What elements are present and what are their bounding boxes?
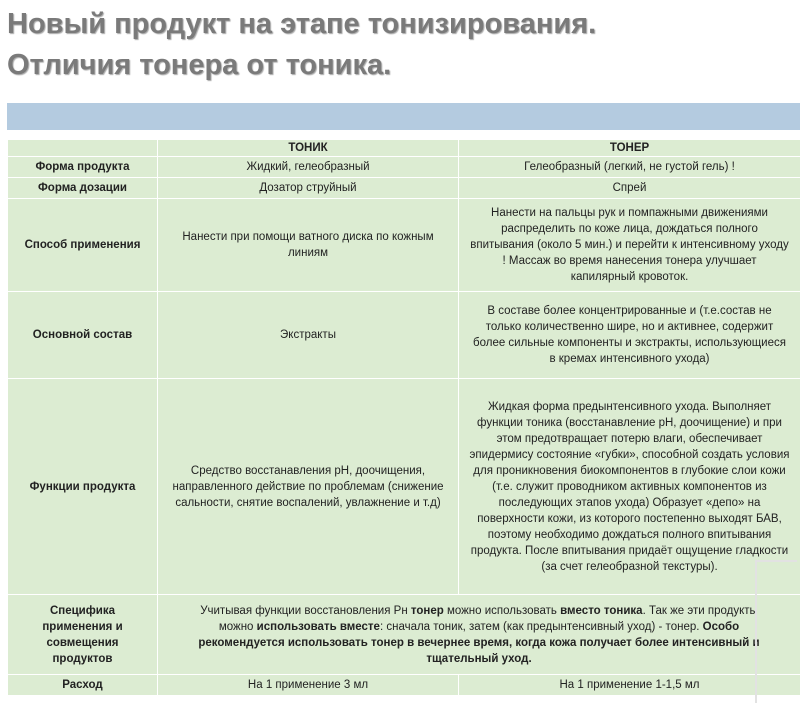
specifics-bold: вместо тоника xyxy=(560,605,642,617)
tonic-cell: Средство восстанавления рН, доочищения, направленного действие по проблемам (снижение сальности, снятие воспалений, увлажнение и т.д) xyxy=(158,379,459,595)
header-tonic: ТОНИК xyxy=(158,140,459,157)
specifics-text: . Так же эти продукты можно xyxy=(219,605,758,633)
slide-title-line-2: Отличия тонера от тоника. xyxy=(7,45,596,86)
table-row-consumption xyxy=(8,675,800,696)
toner-cell: Жидкая форма предынтенсивного ухода. Выполняет функции тоника (восстанавление рН, доочищение) и при этом предотвращает потерю влаги, обеспечивает эпидермису состояние «губки», способной создать условия для проникновения биокомпонентов в глубокие слои кожи (т.е. служит проводником активных компонентов из последующих этапов ухода) Образует «депо» на поверхности кожи, из которого постепенно выходят БАВ, поэтому необходимо дождаться полного впитывания продукта. После впитывания придаёт ощущение гладкости (за счет гелеобразной текстуры). xyxy=(459,379,800,595)
slide-title-line-1: Новый продукт на этапе тонизирования. xyxy=(7,4,596,45)
specifics-bold: использовать вместе xyxy=(257,621,380,633)
toner-cell: Спрей xyxy=(459,178,800,199)
tonic-cell: На 1 применение 3 мл xyxy=(158,675,459,696)
specifics-bold: Особо рекомендуется использовать тонер в вечернее время, когда кожа получает более интенсивный и тщательный уход. xyxy=(198,621,759,665)
row-label: Основной состав xyxy=(8,292,158,379)
tonic-cell: Нанести при помощи ватного диска по кожным линиям xyxy=(158,199,459,292)
table-row xyxy=(8,292,800,379)
row-label: Форма продукта xyxy=(8,157,158,178)
table-row xyxy=(8,178,800,199)
header-empty-cell xyxy=(8,140,158,157)
row-label: Функции продукта xyxy=(8,379,158,595)
specifics-text: можно использовать xyxy=(444,605,560,617)
table-row xyxy=(8,199,800,292)
row-label: Форма дозации xyxy=(8,178,158,199)
specifics-text: Учитывая функции восстановления Рн xyxy=(200,605,411,617)
specifics-bold: тонер xyxy=(411,605,444,617)
toner-cell: На 1 применение 1-1,5 мл xyxy=(459,675,800,696)
specifics-cell xyxy=(158,595,800,675)
tonic-cell: Экстракты xyxy=(158,292,459,379)
table-row xyxy=(8,379,800,595)
header-toner: ТОНЕР xyxy=(459,140,800,157)
toner-cell: Гелеобразный (легкий, не густой гель) ! xyxy=(459,157,800,178)
tonic-cell: Жидкий, гелеобразный xyxy=(158,157,459,178)
specifics-text: : сначала тоник, затем (как предынтенсивный уход) - тонер. xyxy=(380,621,703,633)
row-label: Расход xyxy=(8,675,158,696)
table-header-row xyxy=(8,140,800,157)
row-label: Специфика применения и совмещения продуктов xyxy=(8,595,158,675)
row-label: Способ применения xyxy=(8,199,158,292)
slide-title xyxy=(7,4,596,86)
toner-cell: Нанести на пальцы рук и помпажными движениями распределить по коже лица, дождаться полного впитывания (около 5 мин.) и перейти к интенсивному уходу ! Массаж во время нанесения тонера улучшает капилярный кровоток. xyxy=(459,199,800,292)
tonic-cell: Дозатор струйный xyxy=(158,178,459,199)
toner-cell: В составе более концентрированные и (т.е.состав не только количественно шире, но и активнее, содержит более сильные компоненты и экстракты, использующиеся в кремах интенсивного ухода) xyxy=(459,292,800,379)
comparison-table xyxy=(7,139,800,696)
header-bar xyxy=(7,103,800,130)
table-row-specifics xyxy=(8,595,800,675)
table-row xyxy=(8,157,800,178)
decorative-line xyxy=(755,560,797,703)
